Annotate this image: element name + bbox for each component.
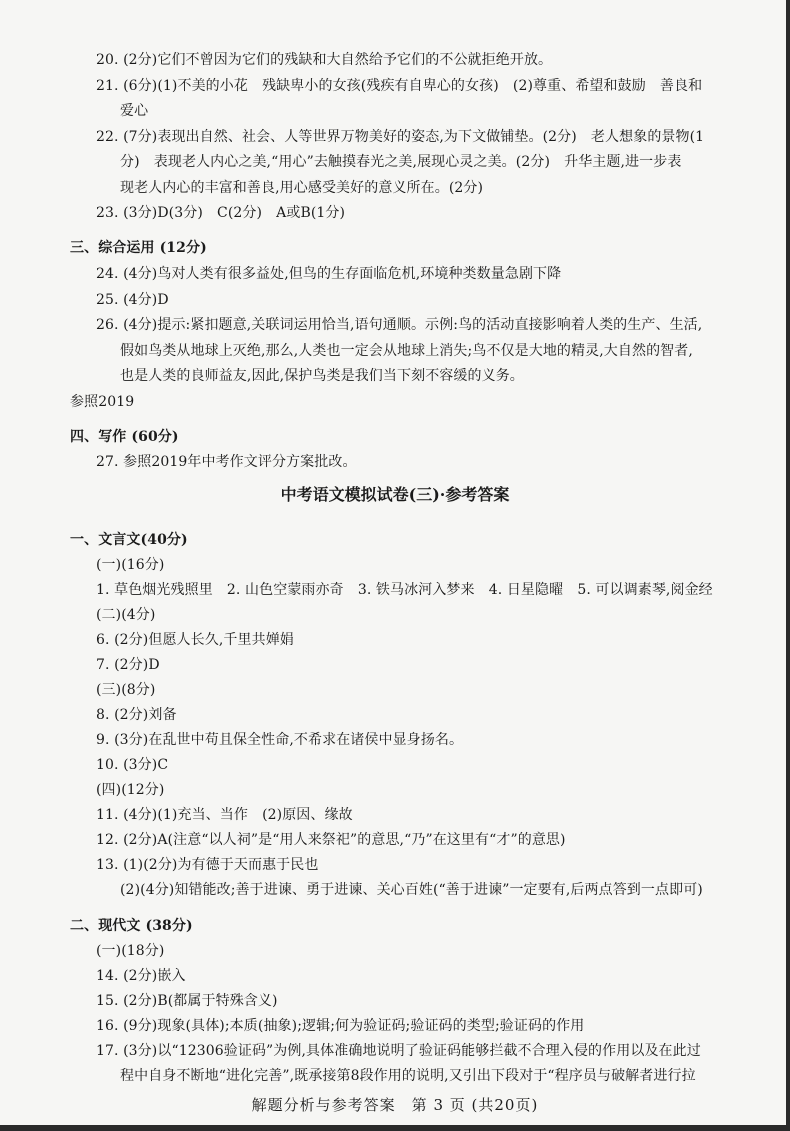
answer-14: 14. (2分)嵌入 <box>96 968 186 984</box>
section-3-heading: 三、综合运用 (12分) <box>70 240 207 256</box>
answer-21-line2: 爱心 <box>120 103 149 119</box>
answer-17-line1: 17. (3分)以“12306验证码”为例,具体准确地说明了验证码能够拦截不合理入侵的作用以及在此过 <box>96 1043 701 1059</box>
answer-17-line2: 程中自身不断地“进化完善”,既承接第8段作用的说明,又引出下段对于“程序员与破解者进行拉 <box>120 1068 696 1084</box>
answer-26-line3: 也是人类的良师益友,因此,保护鸟类是我们当下刻不容缓的义务。 <box>120 368 524 384</box>
part-1-sub-2: (二)(4分) <box>96 607 156 623</box>
answer-22-line3: 现老人内心的丰富和善良,用心感受美好的意义所在。(2分) <box>120 180 484 196</box>
section-4-heading: 四、写作 (60分) <box>70 429 179 445</box>
answer-7: 7. (2分)D <box>96 657 160 673</box>
part-2-sub-1: (一)(18分) <box>96 943 165 959</box>
answer-21-line1: 21. (6分)(1)不美的小花 残缺卑小的女孩(残疾有自卑心的女孩) (2)尊重、希望和鼓励 善良和 <box>96 78 703 94</box>
answer-11: 11. (4分)(1)充当、当作 (2)原因、缘故 <box>96 807 353 823</box>
answer-26-line1: 26. (4分)提示:紧扣题意,关联词运用恰当,语句通顺。示例:鸟的活动直接影响着人类的生产、生活, <box>96 317 703 333</box>
part-1-sub-4: (四)(12分) <box>96 782 165 798</box>
answer-24: 24. (4分)鸟对人类有很多益处,但鸟的生存面临危机,环境种类数量急剧下降 <box>96 266 562 282</box>
answer-10: 10. (3分)C <box>96 757 169 773</box>
part-1-heading: 一、文言文(40分) <box>70 532 188 548</box>
answer-8: 8. (2分)刘备 <box>96 707 177 723</box>
answer-16: 16. (9分)现象(具体);本质(抽象);逻辑;何为验证码;验证码的类型;验证码的作用 <box>96 1018 585 1034</box>
answer-27: 27. 参照2019年中考作文评分方案批改。 <box>96 454 357 470</box>
answer-15: 15. (2分)B(都属于特殊含义) <box>96 993 278 1009</box>
answer-20: 20. (2分)它们不曾因为它们的残缺和大自然给予它们的不公就拒绝开放。 <box>96 52 553 68</box>
answer-26-line2: 假如鸟类从地球上灭绝,那么,人类也一定会从地球上消失;鸟不仅是大地的精灵,大自然的智者, <box>120 343 693 359</box>
answer-13-line1: 13. (1)(2分)为有德于天而惠于民也 <box>96 857 319 873</box>
page-title: 中考语文模拟试卷(三)·参考答案 <box>280 485 510 504</box>
answer-22-line1: 22. (7分)表现出自然、社会、人等世界万物美好的姿态,为下文做铺垫。(2分) 老人想象的景物(1 <box>96 129 705 145</box>
answer-9: 9. (3分)在乱世中苟且保全性命,不希求在诸侯中显身扬名。 <box>96 732 464 748</box>
answer-12: 12. (2分)A(注意“以人祠”是“用人来祭祀”的意思,“乃”在这里有“才”的意思) <box>96 832 566 848</box>
part-1-sub-3: (三)(8分) <box>96 682 156 698</box>
reference-note: 参照2019 <box>70 394 135 410</box>
part-1-sub-1: (一)(16分) <box>96 557 165 573</box>
part-2-heading: 二、现代文 (38分) <box>70 918 193 934</box>
answer-6: 6. (2分)但愿人长久,千里共婵娟 <box>96 632 294 648</box>
page-footer: 解题分析与参考答案 第 3 页 (共20页) <box>251 1096 539 1114</box>
answer-22-line2: 分) 表现老人内心之美,“用心”去触摸春光之美,展现心灵之美。(2分) 升华主题,进一步表 <box>120 154 682 170</box>
answer-13-line2: (2)(4分)知错能改;善于进谏、勇于进谏、关心百姓(“善于进谏”一定要有,后两点答到一点即可) <box>120 882 703 898</box>
answer-23: 23. (3分)D(3分) C(2分) A或B(1分) <box>96 205 346 221</box>
answers-1-5: 1. 草色烟光残照里 2. 山色空蒙雨亦奇 3. 铁马冰河入梦来 4. 日星隐曜 5. 可以调素琴,阅金经 <box>96 582 713 598</box>
answer-25: 25. (4分)D <box>96 292 169 308</box>
